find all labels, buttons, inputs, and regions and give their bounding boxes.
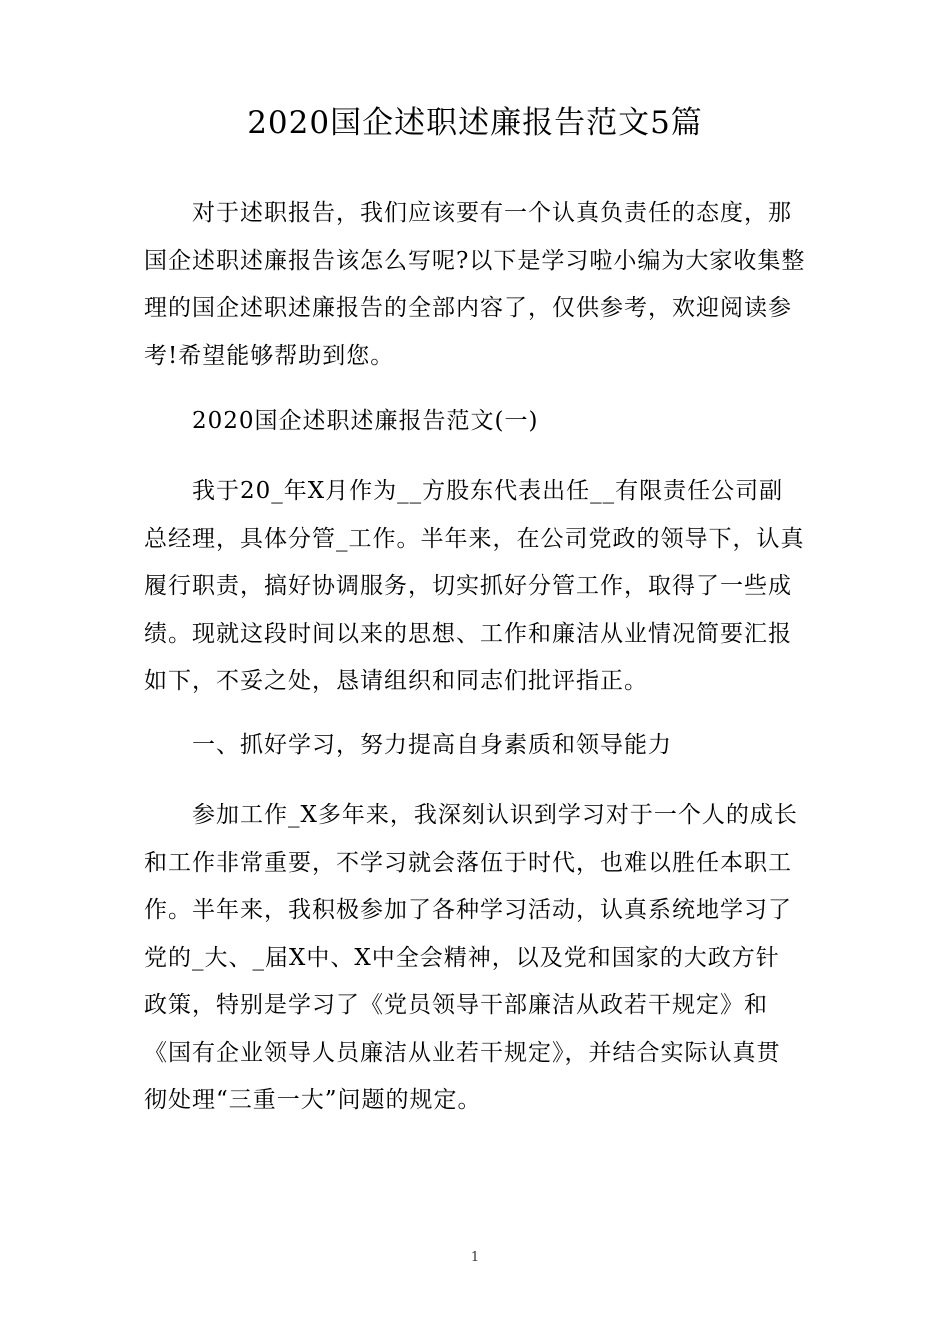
document-title: 2020国企述职述廉报告范文5篇	[247, 105, 703, 141]
subheading-1: 一、抓好学习，努力提高自身素质和领导能力	[192, 732, 672, 758]
intro-line: 国企述职述廉报告该怎么写呢?以下是学习啦小编为大家收集整	[144, 247, 806, 274]
subheading-block	[144, 722, 809, 770]
paragraph-line: 《国有企业领导人员廉洁从业若干规定》，并结合实际认真贯	[144, 1039, 781, 1066]
paragraph-line: 履行职责，搞好协调服务，切实抓好分管工作，取得了一些成	[144, 573, 792, 599]
paragraph-line: 政策，特别是学习了《党员领导干部廉洁从政若干规定》和	[144, 992, 768, 1018]
paragraph-1	[144, 468, 809, 706]
intro-paragraph	[144, 190, 809, 380]
intro-line: 理的国企述职述廉报告的全部内容了，仅供参考，欢迎阅读参	[144, 295, 792, 321]
paragraph-line: 我于20_年X月作为__方股东代表出任__有限责任公司副	[192, 478, 784, 504]
paragraph-line: 作。半年来，我积极参加了各种学习活动，认真系统地学习了	[144, 897, 792, 923]
paragraph-line: 参加工作_X多年来，我深刻认识到学习对于一个人的成长	[192, 802, 798, 828]
intro-line: 考!希望能够帮助到您。	[144, 342, 395, 369]
paragraph-line: 党的_大、_届X中、X中全会精神，以及党和国家的大政方针	[144, 944, 780, 971]
paragraph-2	[144, 792, 809, 1125]
paragraph-line: 和工作非常重要，不学习就会落伍于时代，也难以胜任本职工	[144, 849, 792, 876]
paragraph-line: 彻处理“三重一大”问题的规定。	[144, 1087, 482, 1113]
paragraph-line: 如下，不妥之处，恳请组织和同志们批评指正。	[144, 668, 648, 694]
section-heading-block	[144, 398, 809, 446]
page-number: 1	[470, 1250, 480, 1265]
paragraph-line: 绩。现就这段时间以来的思想、工作和廉洁从业情况简要汇报	[144, 620, 792, 647]
paragraph-line: 总经理，具体分管_工作。半年来，在公司党政的领导下，认真	[144, 525, 805, 552]
intro-line: 对于述职报告，我们应该要有一个认真负责任的态度，那	[192, 200, 792, 226]
section-heading: 2020国企述职述廉报告范文(一)	[192, 408, 539, 434]
